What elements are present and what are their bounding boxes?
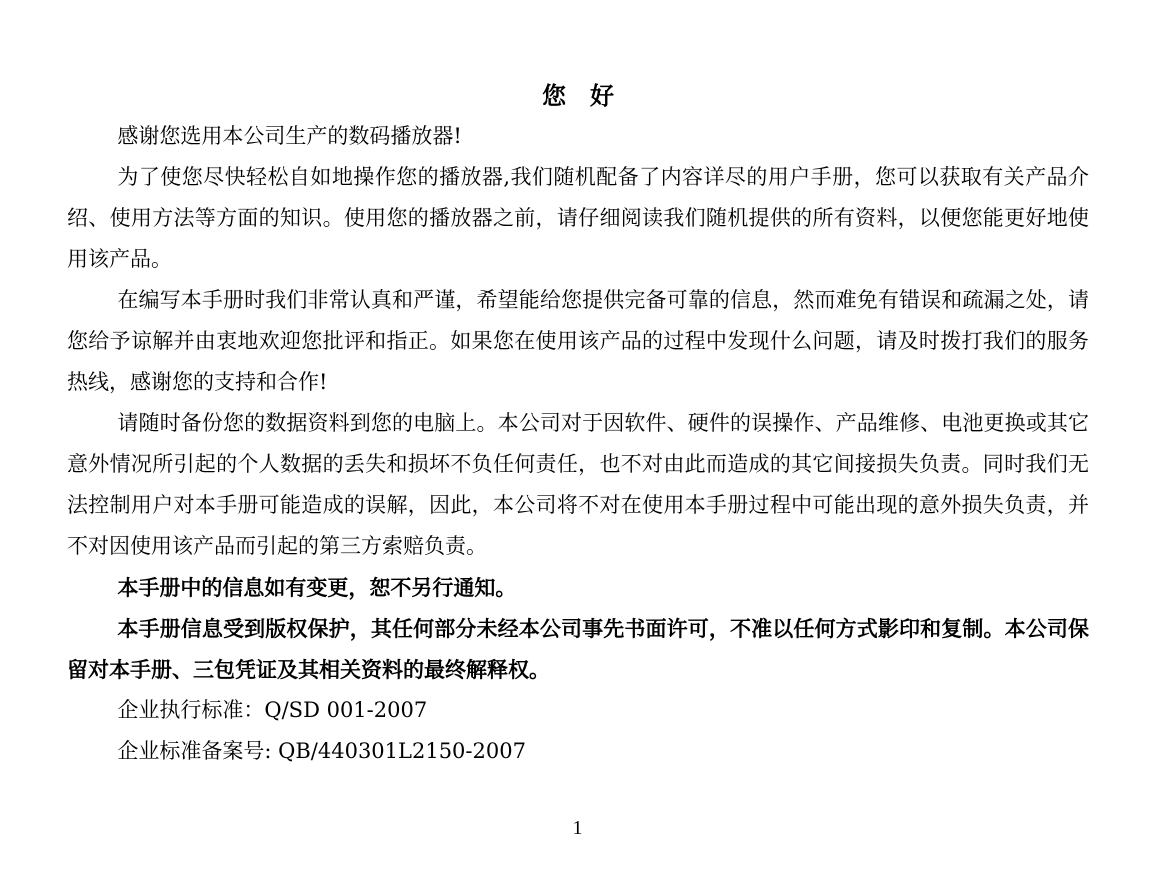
page-title xyxy=(67,76,1089,116)
disclaimer-paragraph: 请随时备份您的数据资料到您的电脑上。本公司对于因软件、硬件的误操作、产品维修、电池更换或其它意外情况所引起的个人数据的丢失和损坏不负任何责任，也不对由此而造成的其它间接损失负责。同时我们无法控制用户对本手册可能造成的误解，因此，本公司将不对在使用本手册过程中可能出现的意外损失负责，并不对因使用该产品而引起的第三方索赔负责。 xyxy=(67,411,1089,558)
apology-paragraph: 在编写本手册时我们非常认真和严谨，希望能给您提供完备可靠的信息，然而难免有错误和疏漏之处，请您给予谅解并由衷地欢迎您批评和指正。如果您在使用该产品的过程中发现什么问题，请及时拨打我们的服务热线，感谢您的支持和合作! xyxy=(67,288,1089,394)
title-char-2: 好 xyxy=(590,81,614,110)
intro-paragraph: 为了使您尽快轻松自如地操作您的播放器,我们随机配备了内容详尽的用户手册，您可以获取有关产品介绍、使用方法等方面的知识。使用您的播放器之前，请仔细阅读我们随机提供的所有资料，以便您能更好地使用该产品。 xyxy=(67,165,1089,271)
greeting-paragraph: 感谢您选用本公司生产的数码播放器! xyxy=(117,124,462,148)
standard-line: 企业执行标准：Q/SD 001-2007 xyxy=(117,698,428,722)
copyright-paragraph: 本手册信息受到版权保护，其任何部分未经本公司事先书面许可，不准以任何方式影印和复制。本公司保留对本手册、三包凭证及其相关资料的最终解释权。 xyxy=(67,616,1089,682)
page-number: 1 xyxy=(572,817,583,839)
filing-line: 企业标准备案号: QB/440301L2150-2007 xyxy=(117,739,526,763)
change-notice-paragraph: 本手册中的信息如有变更，恕不另行通知。 xyxy=(117,575,517,600)
document-page xyxy=(67,76,1089,866)
title-char-1: 您 xyxy=(542,81,566,110)
